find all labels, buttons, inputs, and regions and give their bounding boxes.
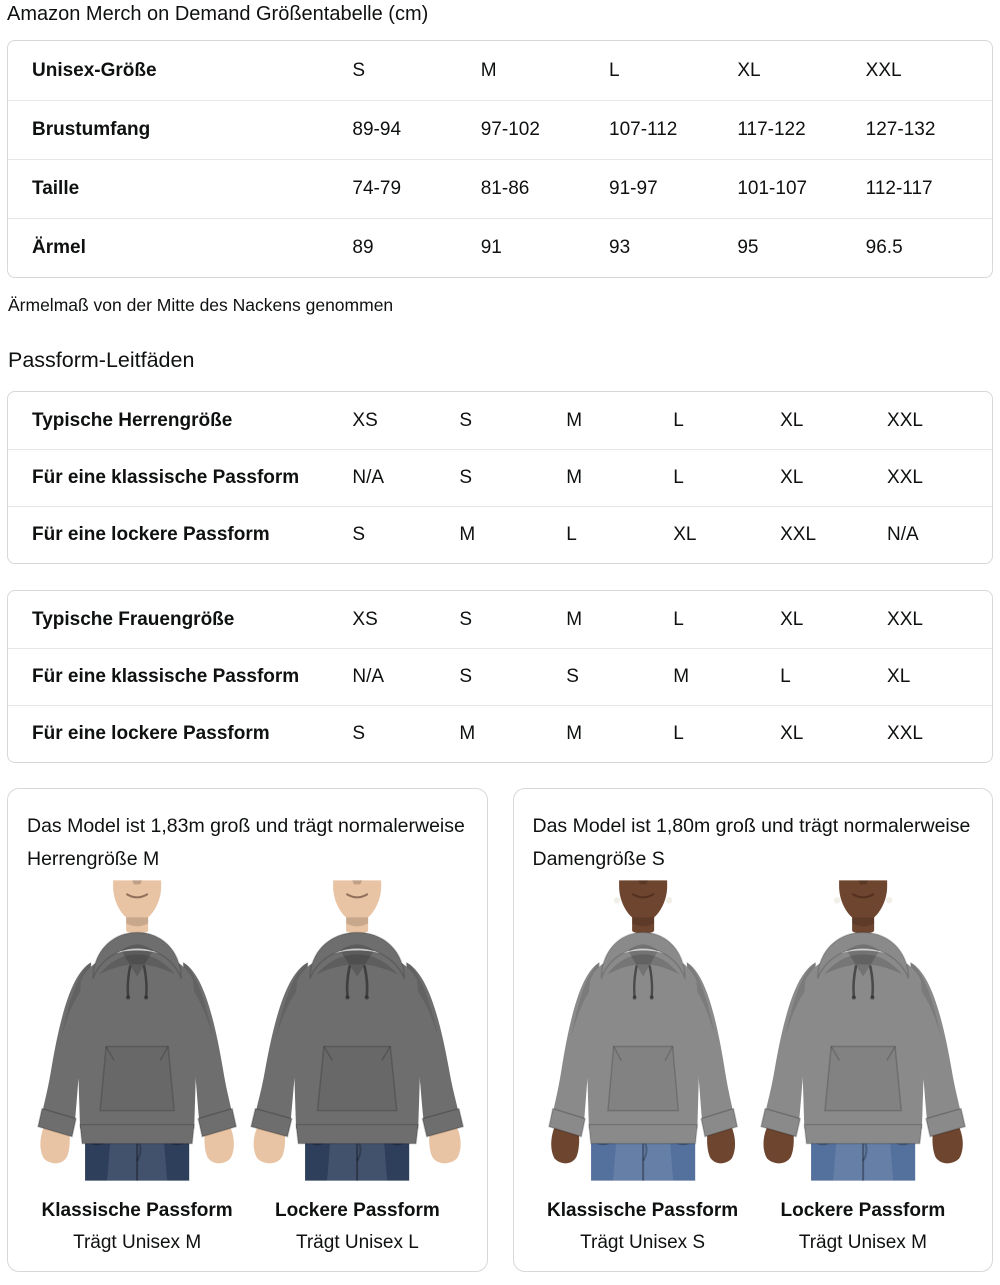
- size-cell: XXL: [885, 449, 992, 506]
- size-cell: S: [352, 59, 366, 81]
- fit-guides-heading: Passform-Leitfäden: [8, 348, 195, 372]
- model-photo-female-loose: [753, 878, 973, 1257]
- size-cell: L: [671, 705, 778, 762]
- size-cell: M: [671, 648, 778, 705]
- size-cell: 117-122: [735, 100, 863, 159]
- size-cell: N/A: [885, 506, 992, 563]
- figure-caption: [533, 1199, 753, 1257]
- size-cell: XXL: [887, 409, 923, 431]
- size-cell: M: [564, 449, 671, 506]
- size-cell: XL: [671, 506, 778, 563]
- size-cell: N/A: [350, 648, 457, 705]
- table-row: [8, 392, 992, 449]
- size-cell: S: [457, 648, 564, 705]
- size-cell: M: [457, 506, 564, 563]
- size-cell: 107-112: [607, 100, 735, 159]
- size-cell: 95: [735, 218, 863, 277]
- size-cell: XL: [737, 59, 761, 81]
- female-model-card: [513, 788, 994, 1272]
- size-label: Trägt Unisex L: [295, 1232, 419, 1253]
- size-label: Trägt Unisex M: [73, 1232, 202, 1253]
- size-cell: XXL: [865, 59, 902, 81]
- size-cell: 127-132: [864, 100, 992, 159]
- fit-label: Klassische Passform: [547, 1200, 739, 1221]
- row-label: Für eine lockere Passform: [8, 705, 350, 762]
- male-model-card: [7, 788, 488, 1272]
- size-cell: S: [564, 648, 671, 705]
- row-label: Ärmel: [8, 218, 350, 277]
- table-row: [8, 591, 992, 648]
- size-cell: XL: [778, 705, 885, 762]
- size-cell: 101-107: [735, 159, 863, 218]
- fit-label: Lockere Passform: [780, 1200, 946, 1221]
- size-cell: XL: [780, 608, 804, 630]
- model-figures: [27, 878, 468, 1257]
- size-cell: XL: [885, 648, 992, 705]
- size-cell: M: [564, 705, 671, 762]
- male-model-classic-image: [27, 878, 247, 1183]
- size-cell: 112-117: [864, 159, 992, 218]
- table-row: [8, 705, 992, 762]
- womens-fit-table: [7, 590, 993, 763]
- size-cell: L: [609, 59, 620, 81]
- size-cell: L: [673, 608, 684, 630]
- table-row: [8, 449, 992, 506]
- size-cell: M: [566, 409, 583, 431]
- size-cell: S: [459, 608, 473, 630]
- unisex-size-table: [7, 40, 993, 278]
- size-cell: S: [457, 449, 564, 506]
- table-row: [8, 506, 992, 563]
- size-cell: XL: [780, 409, 804, 431]
- female-model-loose-image: [753, 878, 973, 1183]
- size-cell: L: [564, 506, 671, 563]
- table-row: [8, 41, 992, 100]
- model-photo-male-loose: [247, 878, 467, 1257]
- model-description: Das Model ist 1,83m groß und trägt normalerweise Herrengröße M: [27, 815, 465, 870]
- page-title: Amazon Merch on Demand Größentabelle (cm): [7, 3, 429, 25]
- size-cell: L: [778, 648, 885, 705]
- male-model-loose-image: [247, 878, 467, 1183]
- sleeve-measurement-note: Ärmelmaß von der Mitte des Nackens genommen: [8, 295, 394, 315]
- table-row: [8, 648, 992, 705]
- size-label: Trägt Unisex S: [580, 1232, 706, 1253]
- size-cell: XXL: [885, 705, 992, 762]
- size-cell: M: [480, 59, 497, 81]
- model-cards-row: [7, 788, 993, 1272]
- size-cell: 91: [479, 218, 607, 277]
- figure-caption: [753, 1199, 973, 1257]
- size-cell: XXL: [778, 506, 885, 563]
- figure-caption: [247, 1199, 467, 1257]
- size-cell: L: [671, 449, 778, 506]
- figure-caption: [27, 1199, 247, 1257]
- table-row: [8, 159, 992, 218]
- size-cell: 91-97: [607, 159, 735, 218]
- fit-label: Klassische Passform: [41, 1200, 233, 1221]
- size-cell: XL: [778, 449, 885, 506]
- size-cell: XS: [352, 409, 378, 431]
- row-label: Für eine klassische Passform: [8, 648, 350, 705]
- row-label: Für eine lockere Passform: [8, 506, 350, 563]
- row-label: Typische Frauengröße: [32, 608, 235, 630]
- size-cell: XS: [352, 608, 378, 630]
- row-label: Brustumfang: [8, 100, 350, 159]
- size-cell: M: [457, 705, 564, 762]
- mens-fit-table: [7, 391, 993, 564]
- model-description: Das Model ist 1,80m groß und trägt normalerweise Damengröße S: [532, 815, 971, 870]
- size-cell: 89-94: [350, 100, 478, 159]
- size-cell: N/A: [350, 449, 457, 506]
- female-model-classic-image: [533, 878, 753, 1183]
- size-cell: S: [459, 409, 473, 431]
- model-photo-female-classic: [533, 878, 753, 1257]
- row-label: Unisex-Größe: [32, 59, 157, 81]
- row-label: Taille: [8, 159, 350, 218]
- size-cell: 74-79: [350, 159, 478, 218]
- row-label: Für eine klassische Passform: [8, 449, 350, 506]
- size-cell: M: [566, 608, 583, 630]
- size-cell: XXL: [887, 608, 923, 630]
- size-cell: 89: [350, 218, 478, 277]
- table-row: [8, 100, 992, 159]
- size-cell: S: [350, 506, 457, 563]
- size-cell: 81-86: [479, 159, 607, 218]
- table-row: [8, 218, 992, 277]
- size-cell: L: [673, 409, 684, 431]
- size-cell: 97-102: [479, 100, 607, 159]
- row-label: Typische Herrengröße: [32, 409, 233, 431]
- fit-label: Lockere Passform: [275, 1200, 440, 1221]
- size-cell: S: [350, 705, 457, 762]
- size-cell: 93: [607, 218, 735, 277]
- size-cell: 96.5: [864, 218, 992, 277]
- size-label: Trägt Unisex M: [798, 1232, 927, 1253]
- model-photo-male-classic: [27, 878, 247, 1257]
- model-figures: [533, 878, 974, 1257]
